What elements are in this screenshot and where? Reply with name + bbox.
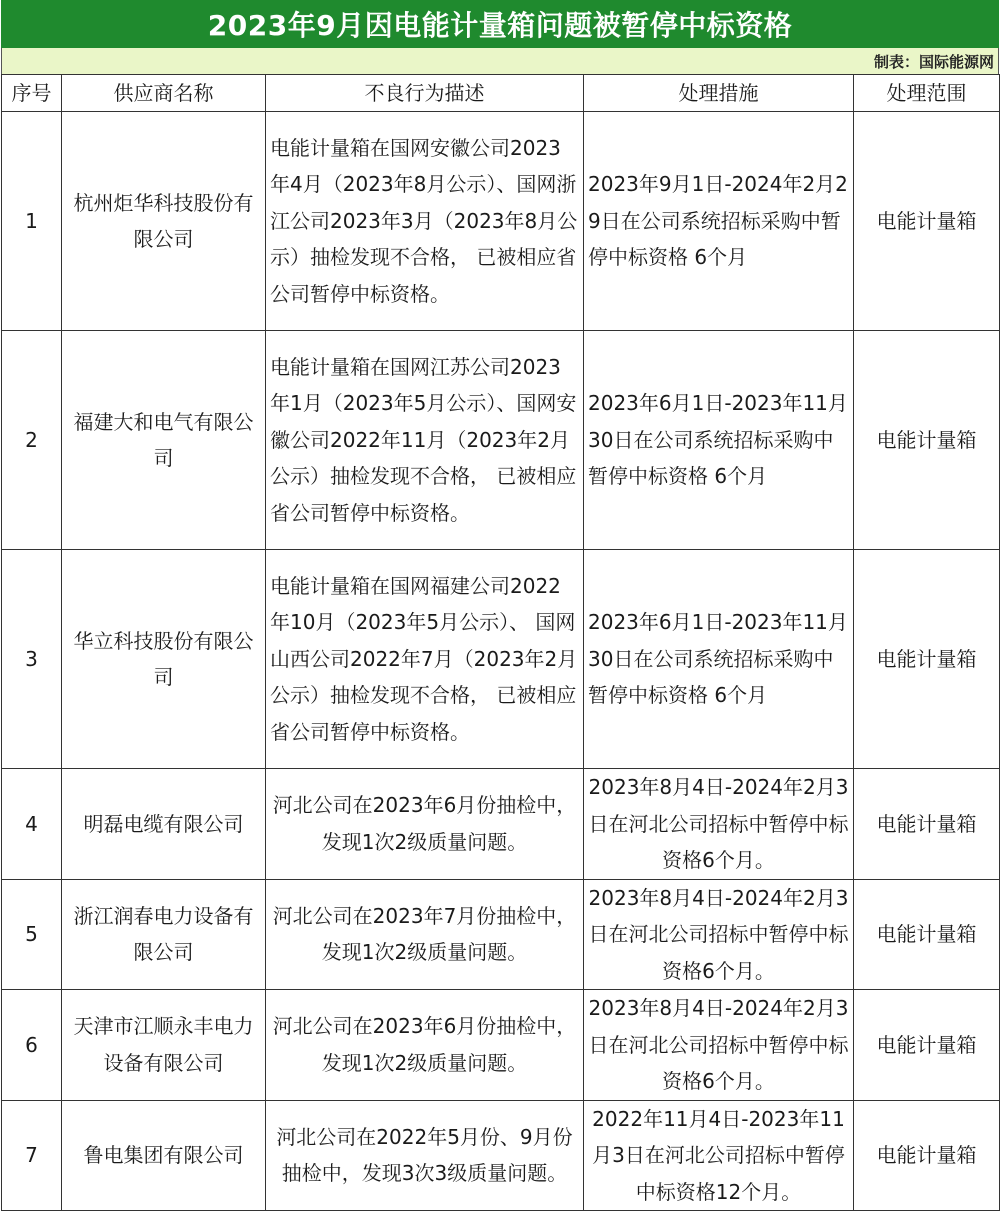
row-description: 电能计量箱在国网江苏公司2023年1月（2023年5月公示）、国网安徽公司2022年11月（2023年2月公示）抽检发现不合格， 已被相应省公司暂停中标资格。 <box>266 331 584 550</box>
table-row <box>2 879 1000 990</box>
row-scope: 电能计量箱 <box>854 1100 1000 1211</box>
row-measure: 2023年9月1日-2024年2月29日在公司系统招标采购中暂停中标资格 6个月 <box>584 112 854 331</box>
row-scope: 电能计量箱 <box>854 879 1000 990</box>
row-no: 2 <box>2 331 62 550</box>
row-no: 7 <box>2 1100 62 1211</box>
row-no: 4 <box>2 769 62 880</box>
row-supplier: 福建大和电气有限公司 <box>62 331 266 550</box>
row-supplier: 华立科技股份有限公司 <box>62 550 266 769</box>
row-no: 5 <box>2 879 62 990</box>
row-description: 电能计量箱在国网福建公司2022年10月（2023年5月公示）、 国网山西公司2022年7月（2023年2月公示）抽检发现不合格， 已被相应省公司暂停中标资格。 <box>266 550 584 769</box>
document-sheet <box>1 0 999 1211</box>
row-description: 河北公司在2023年6月份抽检中，发现1次2级质量问题。 <box>266 769 584 880</box>
row-supplier: 明磊电缆有限公司 <box>62 769 266 880</box>
row-scope: 电能计量箱 <box>854 331 1000 550</box>
table-row <box>2 1100 1000 1211</box>
suspension-table <box>1 74 1000 1211</box>
row-measure: 2023年6月1日-2023年11月30日在公司系统招标采购中暂停中标资格 6个月 <box>584 550 854 769</box>
header-scope: 处理范围 <box>854 75 1000 112</box>
header-measure: 处理措施 <box>584 75 854 112</box>
row-measure: 2023年8月4日-2024年2月3日在河北公司招标中暂停中标资格6个月。 <box>584 879 854 990</box>
row-supplier: 浙江润春电力设备有限公司 <box>62 879 266 990</box>
header-description: 不良行为描述 <box>266 75 584 112</box>
row-no: 3 <box>2 550 62 769</box>
row-description: 电能计量箱在国网安徽公司2023年4月（2023年8月公示）、国网浙江公司2023年3月（2023年8月公示）抽检发现不合格， 已被相应省公司暂停中标资格。 <box>266 112 584 331</box>
header-no: 序号 <box>2 75 62 112</box>
row-scope: 电能计量箱 <box>854 112 1000 331</box>
row-description: 河北公司在2023年7月份抽检中，发现1次2级质量问题。 <box>266 879 584 990</box>
row-measure: 2023年6月1日-2023年11月30日在公司系统招标采购中暂停中标资格 6个月 <box>584 331 854 550</box>
table-title: 2023年9月因电能计量箱问题被暂停中标资格 <box>1 0 999 48</box>
row-supplier: 鲁电集团有限公司 <box>62 1100 266 1211</box>
credit-line <box>1 48 999 74</box>
row-no: 1 <box>2 112 62 331</box>
table-row <box>2 331 1000 550</box>
table-row <box>2 990 1000 1101</box>
row-supplier: 杭州炬华科技股份有限公司 <box>62 112 266 331</box>
row-measure: 2022年11月4日-2023年11月3日在河北公司招标中暂停中标资格12个月。 <box>584 1100 854 1211</box>
row-supplier: 天津市江顺永丰电力设备有限公司 <box>62 990 266 1101</box>
header-row <box>2 75 1000 112</box>
table-row <box>2 769 1000 880</box>
row-scope: 电能计量箱 <box>854 550 1000 769</box>
row-scope: 电能计量箱 <box>854 990 1000 1101</box>
table-row <box>2 112 1000 331</box>
row-description: 河北公司在2022年5月份、9月份抽检中，发现3次3级质量问题。 <box>266 1100 584 1211</box>
row-description: 河北公司在2023年6月份抽检中，发现1次2级质量问题。 <box>266 990 584 1101</box>
row-scope: 电能计量箱 <box>854 769 1000 880</box>
table-row <box>2 550 1000 769</box>
row-measure: 2023年8月4日-2024年2月3日在河北公司招标中暂停中标资格6个月。 <box>584 990 854 1101</box>
row-measure: 2023年8月4日-2024年2月3日在河北公司招标中暂停中标资格6个月。 <box>584 769 854 880</box>
row-no: 6 <box>2 990 62 1101</box>
header-supplier: 供应商名称 <box>62 75 266 112</box>
credit-text: 制表：国际能源网 <box>873 52 994 71</box>
